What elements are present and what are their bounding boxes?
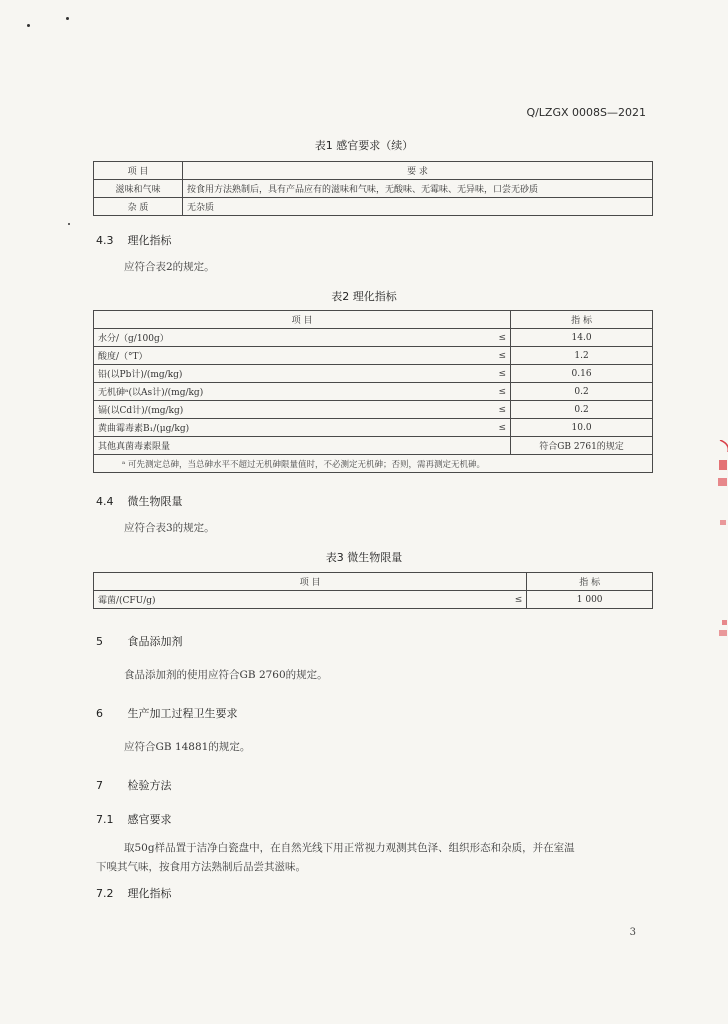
table3-title: 表3 微生物限量 bbox=[325, 551, 403, 564]
table-cell bbox=[484, 437, 511, 455]
paragraph: 应符合表2的规定。 bbox=[124, 261, 215, 273]
section-number: 4.3 bbox=[96, 234, 114, 247]
table-cell: 镉(以Cd计)/(mg/kg) bbox=[94, 401, 485, 419]
section-number: 7.2 bbox=[96, 887, 114, 900]
table-cell: 符合GB 2761的规定 bbox=[511, 437, 653, 455]
page-number: 3 bbox=[629, 927, 636, 938]
section-heading bbox=[96, 811, 172, 827]
section-title: 食品添加剂 bbox=[127, 635, 183, 648]
section-title: 检验方法 bbox=[127, 779, 172, 792]
table-cell: 霉菌/(CFU/g) bbox=[94, 591, 501, 609]
table-cell: 铅(以Pb计)/(mg/kg) bbox=[94, 365, 485, 383]
table-cell: 按食用方法熟制后，具有产品应有的滋味和气味，无酸味、无霉味、无异味，口尝无砂质 bbox=[183, 180, 653, 198]
section-heading bbox=[96, 493, 183, 509]
table-cell: 其他真菌毒素限量 bbox=[94, 437, 485, 455]
table2 bbox=[93, 310, 653, 473]
paragraph: 应符合表3的规定。 bbox=[124, 522, 215, 534]
table-cell: 水分/（g/100g） bbox=[94, 329, 485, 347]
scan-speck bbox=[68, 223, 70, 225]
table-header-row bbox=[94, 162, 653, 180]
table-row bbox=[94, 180, 653, 198]
table-header-row bbox=[94, 573, 653, 591]
section-title: 微生物限量 bbox=[127, 495, 183, 508]
table-row bbox=[94, 198, 653, 216]
table-cell: 无机砷ᵃ(以As计)/(mg/kg) bbox=[94, 383, 485, 401]
section-heading bbox=[96, 633, 183, 649]
section-number: 7.1 bbox=[96, 813, 114, 826]
table-cell: 酸度/（°T） bbox=[94, 347, 485, 365]
table-cell: 0.2 bbox=[511, 401, 653, 419]
table-note-row bbox=[94, 455, 653, 473]
section-number: 4.4 bbox=[96, 495, 114, 508]
table-cell: ≤ bbox=[484, 329, 511, 347]
table-cell: 1 000 bbox=[527, 591, 653, 609]
section-title: 理化指标 bbox=[127, 234, 172, 247]
red-seal-stamp bbox=[710, 440, 728, 650]
section-heading bbox=[96, 885, 172, 901]
table3 bbox=[93, 572, 653, 609]
table-row bbox=[94, 437, 653, 455]
table-cell: 黄曲霉毒素B₁/(μg/kg) bbox=[94, 419, 485, 437]
table-cell: 14.0 bbox=[511, 329, 653, 347]
scan-speck bbox=[27, 24, 30, 27]
table-row bbox=[94, 591, 653, 609]
table-header-cell: 项 目 bbox=[94, 162, 183, 180]
section-title: 理化指标 bbox=[127, 887, 172, 900]
section-title: 感官要求 bbox=[127, 813, 172, 826]
table-footnote: ᵃ 可先测定总砷，当总砷水平不超过无机砷限量值时，不必测定无机砷；否则，需再测定无机砷。 bbox=[94, 455, 653, 473]
document-code: Q/LZGX 0008S—2021 bbox=[526, 106, 646, 119]
paragraph: 应符合GB 14881的规定。 bbox=[124, 741, 251, 753]
table-header-cell: 指 标 bbox=[511, 311, 653, 329]
table-cell: 0.2 bbox=[511, 383, 653, 401]
table-cell: ≤ bbox=[484, 383, 511, 401]
table-header-cell: 项 目 bbox=[94, 311, 511, 329]
table-cell: 0.16 bbox=[511, 365, 653, 383]
table-cell: 1.2 bbox=[511, 347, 653, 365]
table-header-cell: 要 求 bbox=[183, 162, 653, 180]
table1 bbox=[93, 161, 653, 216]
table-row bbox=[94, 347, 653, 365]
table-cell: ≤ bbox=[484, 365, 511, 383]
table-cell: 杂 质 bbox=[94, 198, 183, 216]
section-heading bbox=[96, 777, 172, 793]
table-header-cell: 指 标 bbox=[527, 573, 653, 591]
table-row bbox=[94, 383, 653, 401]
table-row bbox=[94, 329, 653, 347]
scan-speck bbox=[66, 17, 69, 20]
table-header-row bbox=[94, 311, 653, 329]
section-number: 6 bbox=[96, 707, 103, 720]
table-cell: 无杂质 bbox=[183, 198, 653, 216]
table2-title: 表2 理化指标 bbox=[331, 290, 397, 303]
table-cell: ≤ bbox=[484, 419, 511, 437]
section-number: 7 bbox=[96, 779, 103, 792]
paragraph-line: 下嗅其气味，按食用方法熟制后品尝其滋味。 bbox=[96, 861, 306, 873]
paragraph-line: 取50g样品置于洁净白瓷盘中，在自然光线下用正常视力观测其色泽、组织形态和杂质，并在室温 bbox=[124, 842, 575, 854]
table-cell: ≤ bbox=[484, 347, 511, 365]
table-cell: ≤ bbox=[484, 401, 511, 419]
table-cell: 滋味和气味 bbox=[94, 180, 183, 198]
table-header-cell: 项 目 bbox=[94, 573, 527, 591]
table1-title: 表1 感官要求（续） bbox=[314, 139, 414, 152]
table-row bbox=[94, 365, 653, 383]
paragraph: 食品添加剂的使用应符合GB 2760的规定。 bbox=[124, 669, 328, 681]
section-number: 5 bbox=[96, 635, 103, 648]
section-title: 生产加工过程卫生要求 bbox=[127, 707, 238, 720]
section-heading bbox=[96, 705, 238, 721]
table-cell: ≤ bbox=[500, 591, 527, 609]
table-cell: 10.0 bbox=[511, 419, 653, 437]
section-heading bbox=[96, 232, 172, 248]
table-row bbox=[94, 419, 653, 437]
table-row bbox=[94, 401, 653, 419]
